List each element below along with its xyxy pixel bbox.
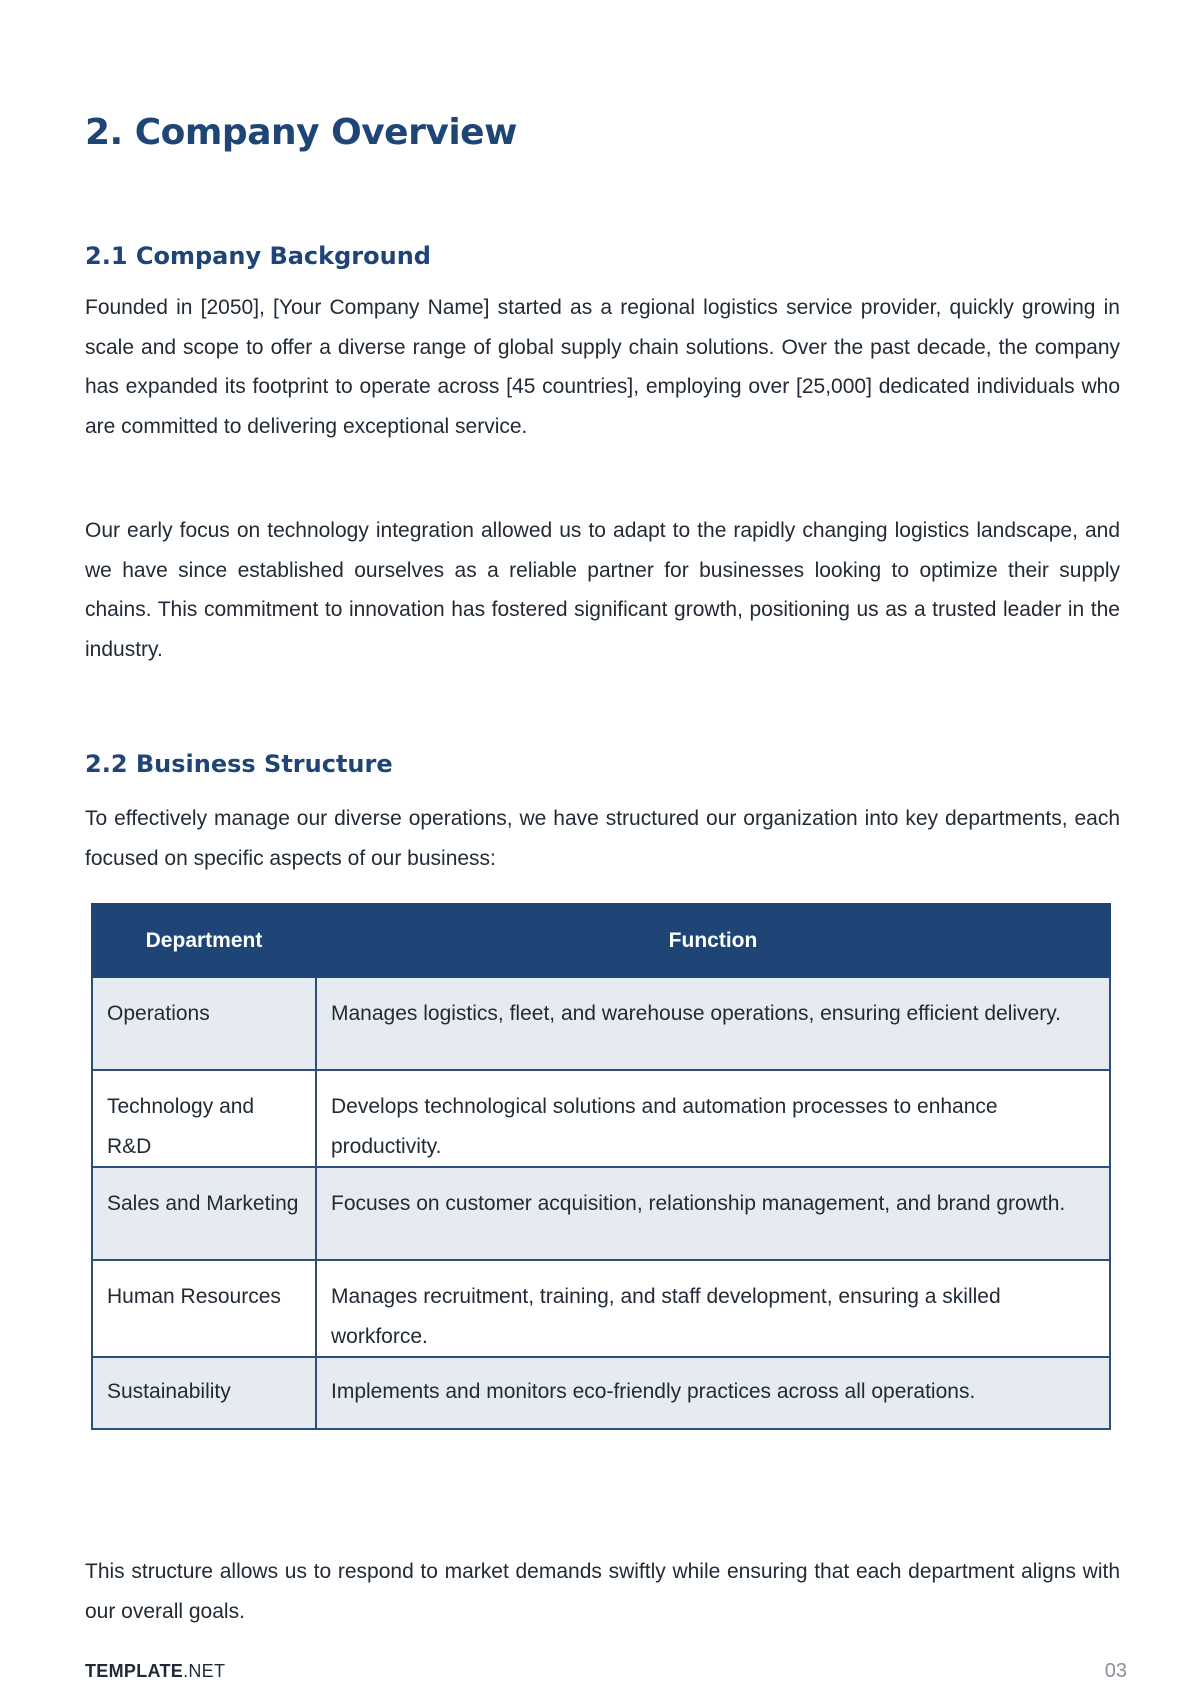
structure-closing-paragraph: This structure allows us to respond to market demands swiftly while ensuring that each department aligns with our overall goals. (85, 1560, 1120, 1623)
background-paragraph-1: Founded in [2050], [Your Company Name] started as a regional logistics service provider, quickly growing in scale and scope to offer a diverse range of global supply chain solutions. Over the past decade, the company has expanded its footprint to operate across [45 countries], employing over [25,000] dedicated individuals who are committed to delivering exceptional service. (85, 296, 1120, 438)
department-cell: Human Resources (92, 1260, 316, 1357)
department-cell: Sales and Marketing (92, 1167, 316, 1260)
function-cell: Manages logistics, fleet, and warehouse operations, ensuring efficient delivery. (316, 977, 1110, 1070)
table-row (92, 1167, 1110, 1260)
section-title: 2. Company Overview (85, 112, 517, 153)
table-row (92, 1357, 1110, 1429)
departments-table (91, 903, 1111, 1430)
page-number: 03 (1104, 1660, 1127, 1682)
column-header-department: Department (92, 904, 316, 977)
footer-brand-logo (85, 1661, 225, 1682)
background-paragraph-2: Our early focus on technology integration allowed us to adapt to the rapidly changing logistics landscape, and we have since established ourselves as a reliable partner for businesses looking to optimize their supply chains. This commitment to innovation has fostered significant growth, positioning us as a trusted leader in the industry. (85, 519, 1120, 661)
table-row (92, 977, 1110, 1070)
table-header-row (92, 904, 1110, 977)
function-cell: Manages recruitment, training, and staff development, ensuring a skilled workforce. (316, 1260, 1110, 1357)
brand-bold-text: TEMPLATE (85, 1661, 184, 1681)
department-cell: Technology and R&D (92, 1070, 316, 1167)
table-row (92, 1070, 1110, 1167)
function-cell: Implements and monitors eco-friendly practices across all operations. (316, 1357, 1110, 1429)
business-structure-heading: 2.2 Business Structure (85, 750, 393, 778)
table-row (92, 1260, 1110, 1357)
department-cell: Operations (92, 977, 316, 1070)
column-header-function: Function (316, 904, 1110, 977)
company-background-heading: 2.1 Company Background (85, 242, 431, 270)
brand-suffix-text: .NET (183, 1661, 226, 1681)
department-cell: Sustainability (92, 1357, 316, 1429)
structure-intro-paragraph: To effectively manage our diverse operations, we have structured our organization into key departments, each focused on specific aspects of our business: (85, 807, 1120, 870)
function-cell: Focuses on customer acquisition, relationship management, and brand growth. (316, 1167, 1110, 1260)
function-cell: Develops technological solutions and automation processes to enhance productivity. (316, 1070, 1110, 1167)
